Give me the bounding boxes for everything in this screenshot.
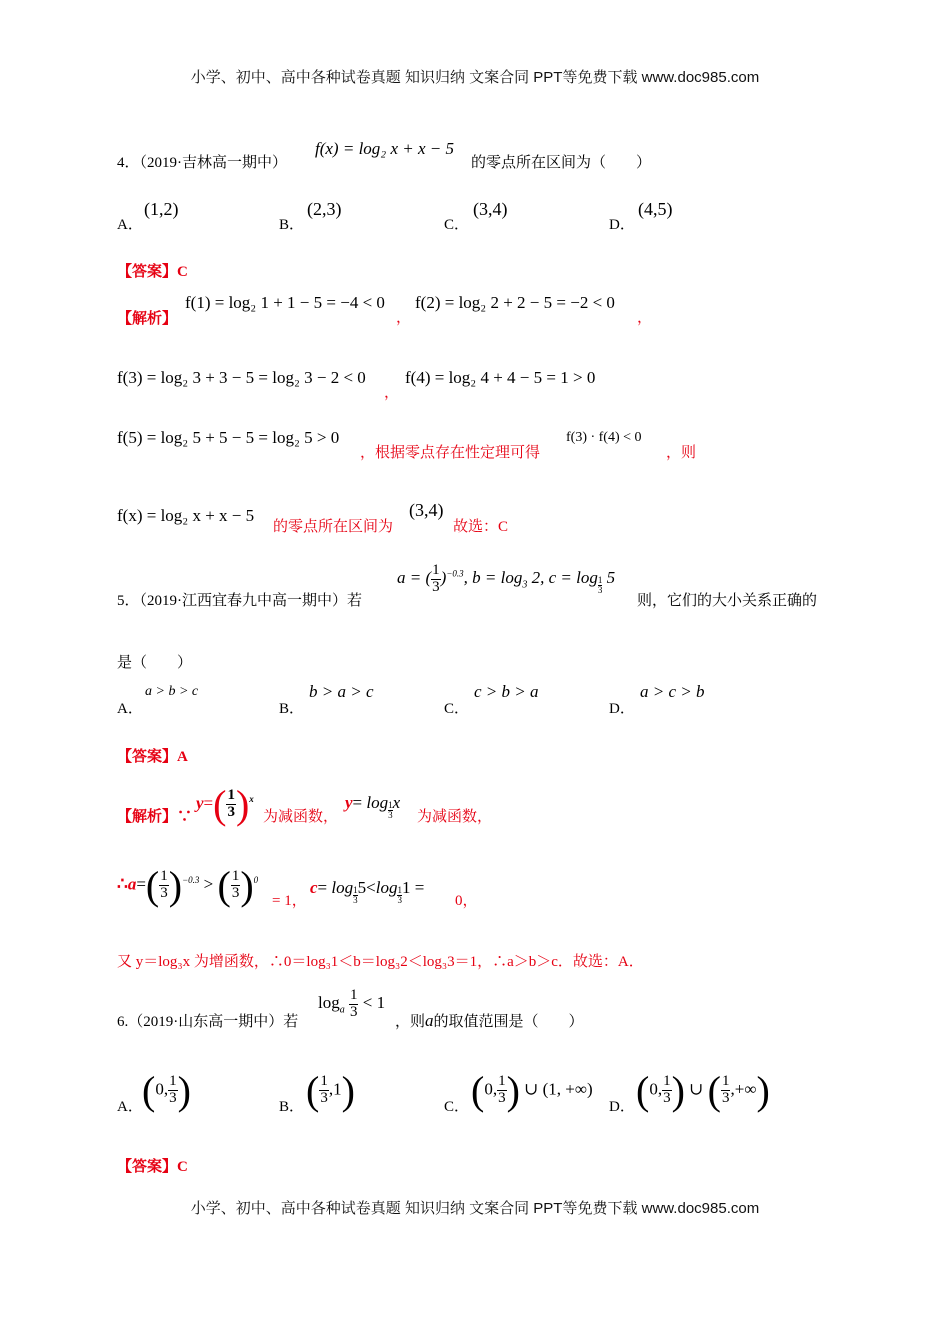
q4-option-c-letter: C．	[444, 217, 470, 233]
q6-option-d-letter: D．	[609, 1099, 635, 1115]
q4-analysis-product: f(3) · f(4) < 0	[566, 430, 642, 445]
q5-analysis-result-1: = 1，	[272, 893, 307, 909]
q5-option-b-letter: B．	[279, 701, 305, 717]
q5-option-d-letter: D．	[609, 701, 635, 717]
q4-function: f(x) = log₂ x + x − 5	[315, 139, 454, 158]
q6-option-b-letter: B．	[279, 1099, 305, 1115]
q5-analysis-exp-func: y=( $\frac{1}{3}$ )$^x$	[196, 782, 254, 827]
q4-analysis-zero-text: 的零点所在区间为	[273, 519, 394, 535]
q4-option-a-letter: A．	[117, 217, 143, 233]
q4-comma-3: ，	[384, 385, 400, 401]
page-footer-banner: 小学、初中、高中各种试卷真题 知识归纳 文案合同 PPT等免费下载 www.doc985.com	[190, 1200, 760, 1217]
q4-analysis-interval: (3,4)	[409, 500, 444, 520]
q5-analysis-conclusion: 又 y＝log₃x 为增函数，∴0＝log₃1＜b＝log₃2＜log₃3＝1，∴a＞b＞c．故选：A．	[117, 954, 644, 970]
q4-analysis-theorem-text: ，根据零点存在性定理可得	[360, 445, 541, 461]
q5-stem-tail-2: 是（ ）	[117, 655, 193, 671]
q5-definitions: a = ( $\frac{1}{3}$ )$^{-0.3}$, $b = \log_3 2$, c = log $\frac{1}{3} 5$	[397, 562, 616, 596]
q5-option-a-value: a > b > c	[145, 684, 199, 699]
q6-source: （2019·山东高一期中）若	[128, 1014, 299, 1030]
q6-option-c-value: (0, $\frac{1}{3}$ ) ∪ (1, +∞)	[471, 1068, 593, 1113]
q5-option-d-value: a > c > b	[640, 682, 705, 701]
q4-option-c-value: (3,4)	[473, 199, 508, 219]
q4-analysis-f1: f(1) = log₂ 1 + 1 − 5 = −4 < 0	[185, 293, 385, 312]
q6-option-a-letter: A．	[117, 1099, 143, 1115]
q4-analysis-f3: f(3) = log₂ 3 + 3 − 5 = log₂ 3 − 2 < 0	[117, 368, 366, 387]
q4-option-b-letter: B．	[279, 217, 305, 233]
q6-answer: 【答案】C	[117, 1159, 188, 1175]
q4-stem	[117, 151, 287, 172]
q5-option-a-letter: A．	[117, 701, 143, 717]
q5-analysis-label: 【解析】∵	[117, 809, 193, 825]
q5-analysis-dec-2: 为减函数，	[417, 809, 493, 825]
page-header-banner: 小学、初中、高中各种试卷真题 知识归纳 文案合同 PPT等免费下载 www.doc985.com	[190, 69, 760, 86]
q4-analysis-then: ，则	[666, 445, 697, 461]
q4-analysis-f5: f(5) = log₂ 5 + 5 − 5 = log₂ 5 > 0	[117, 428, 340, 447]
q5-answer: 【答案】A	[117, 749, 188, 765]
q5-analysis-compare: ∴a=( $\frac{1}{3}$ )$^{-0.3}$ > ( $\frac{1}{3}$ )$^0$	[117, 863, 259, 908]
q4-option-a-value: (1,2)	[144, 199, 179, 219]
q5-source: （2019·江西宜春九中高一期中）若	[139, 593, 363, 609]
q4-comma-1: ，	[396, 310, 412, 326]
q6-inequality: $\log_a$ $\frac{1}{3}$ < 1	[318, 987, 386, 1020]
q6-option-c-letter: C．	[444, 1099, 470, 1115]
q5-number: 5．	[117, 593, 140, 609]
q4-source: （2019·吉林高一期中）	[139, 155, 288, 171]
q6-option-b-value: ( $\frac{1}{3}$ ,1)	[306, 1068, 355, 1113]
q4-answer: 【答案】C	[117, 264, 188, 280]
q4-stem-tail: 的零点所在区间为（ ）	[471, 155, 652, 171]
q5-option-c-value: c > b > a	[474, 682, 539, 701]
q5-analysis-dec-1: 为减函数，	[263, 809, 339, 825]
q6-option-a-value: (0, $\frac{1}{3}$ )	[142, 1068, 191, 1113]
q4-number: 4．	[117, 155, 140, 171]
q4-analysis-label: 【解析】	[117, 311, 178, 327]
q4-analysis-function: f(x) = log₂ x + x − 5	[117, 506, 255, 525]
q5-option-c-letter: C．	[444, 701, 470, 717]
q5-analysis-log-func: y= log $\frac{1}{3}x$	[345, 793, 401, 820]
q5-option-b-value: b > a > c	[309, 682, 374, 701]
q5-analysis-c-compare: c= log $\frac{1}{3}5<\log$ $\frac{1}{3}1$ =	[310, 878, 425, 905]
q5-stem	[117, 589, 362, 610]
q6-stem	[117, 1010, 298, 1031]
q4-analysis-f2: f(2) = log₂ 2 + 2 − 5 = −2 < 0	[415, 293, 615, 312]
q4-analysis-choice: 故选：C	[453, 519, 509, 535]
q6-option-d-value: (0, $\frac{1}{3}$ ) ∪ ( $\frac{1}{3}$ ,+∞)	[636, 1068, 770, 1113]
q6-number: 6.	[117, 1014, 129, 1030]
q5-analysis-result-2: 0，	[455, 893, 478, 909]
q4-option-d-value: (4,5)	[638, 199, 673, 219]
q4-option-d-letter: D．	[609, 217, 635, 233]
q5-stem-tail: 则，它们的大小关系正确的	[637, 593, 818, 609]
q4-analysis-f4: f(4) = log₂ 4 + 4 − 5 = 1 > 0	[405, 368, 596, 387]
q4-comma-2: ，	[637, 310, 653, 326]
q4-option-b-value: (2,3)	[307, 199, 342, 219]
q6-stem-tail: ，则a的取值范围是（ ）	[395, 1011, 584, 1030]
